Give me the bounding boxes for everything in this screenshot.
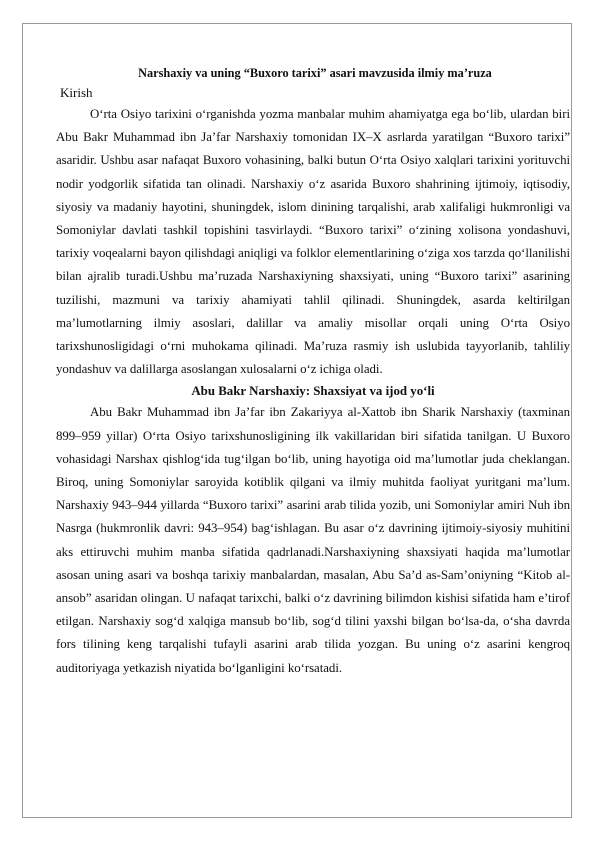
intro-paragraph: O‘rta Osiyo tarixini o‘rganishda yozma manbalar muhim ahamiyatga ega bo‘lib, ulardan biri Abu Bakr Muhammad ibn Ja’far Narshaxiy tomonidan IX–X asrlarda yaratilgan “Buxoro tarixi” asaridir. Ushbu asar nafaqat Buxoro vohasining, balki butun O‘rta Osiyo xalqlari tarixini yorituvchi nodir yodgorlik sifatida tan olinadi. Narshaxiy o‘z asarida Buxoro shahrining ijtimoiy, iqtisodiy, siyosiy va madaniy hayotini, shuningdek, islom dinining tarqalishi, arab xalifaligi hukmronligi va Somoniylar davlati tashkil topishini tasvirlaydi. “Buxoro tarixi” o‘zining xolisona yondashuvi, tarixiy voqealarni bayon qilishdagi aniqligi va folklor elementlarining o‘ziga xos tarzda qo‘llanilishi bilan ajralib turadi.Ushbu ma’ruzada Narshaxiyning shaxsiyati, uning “Buxoro tarixi” asarining tuzilishi, mazmuni va tarixiy ahamiyati tahlil qilinadi. Shuningdek, asarda keltirilgan ma’lumotlarning ilmiy asoslari, dalillar va amaliy misollar orqali uning O‘rta Osiyo tarixshunosligidagi o‘rni muhokama qilinadi. Ma’ruza rasmiy ish uslubida tayyorlanib, tahliliy yondashuv va dalillarga asoslangan xulosalarni o‘z ichiga oladi. (56, 107, 570, 377)
section-heading: Abu Bakr Narshaxiy: Shaxsiyat va ijod yo‘li (191, 384, 435, 399)
document-title: Narshaxiy va uning “Buxoro tarixi” asari mavzusida ilmiy ma’ruza (138, 66, 492, 80)
intro-heading: Kirish (60, 85, 93, 100)
document-body (56, 63, 570, 680)
section-paragraph: Abu Bakr Muhammad ibn Ja’far ibn Zakariyya al-Xattob ibn Sharik Narshaxiy (taxminan 899–959 yillar) O‘rta Osiyo tarixshunosligining ilk vakillaridan biri sifatida tanilgan. U Buxoro vohasidagi Narshax qishlog‘ida tug‘ilgan bo‘lib, uning hayotiga oid ma’lumotlar juda cheklangan. Biroq, uning Somoniylar saroyida kotiblik qilgani va ilmiy muhitda faoliyat yuritgani ma’lum. Narshaxiy 943–944 yillarda “Buxoro tarixi” asarini arab tilida yozib, uni Somoniylar amiri Nuh ibn Nasrga (hukmronlik davri: 943–954) bag‘ishlagan. Bu asar o‘z davrining ijtimoiy-siyosiy muhitini aks ettiruvchi muhim manba sifatida qadrlanadi.Narshaxiyning shaxsiyati haqida ma’lumotlar asosan uning asari va boshqa tarixiy manbalardan, masalan, Abu Sa’d as-Sam’oniyning “Kitob al-ansob” asaridan olingan. U nafaqat tarixchi, balki o‘z davrining bilimdon kishisi sifatida ham e’tirof etilgan. Narshaxiy sog‘d xalqiga mansub bo‘lib, sog‘d tilini yaxshi bilgan bo‘lsa-da, o‘sha davrda fors tilining keng tarqalishi tufayli asarini arab tilida yozgan. Bu uning o‘z asarini kengroq auditoriyaga yetkazish niyatida bo‘lganligini ko‘rsatadi. (56, 405, 570, 675)
